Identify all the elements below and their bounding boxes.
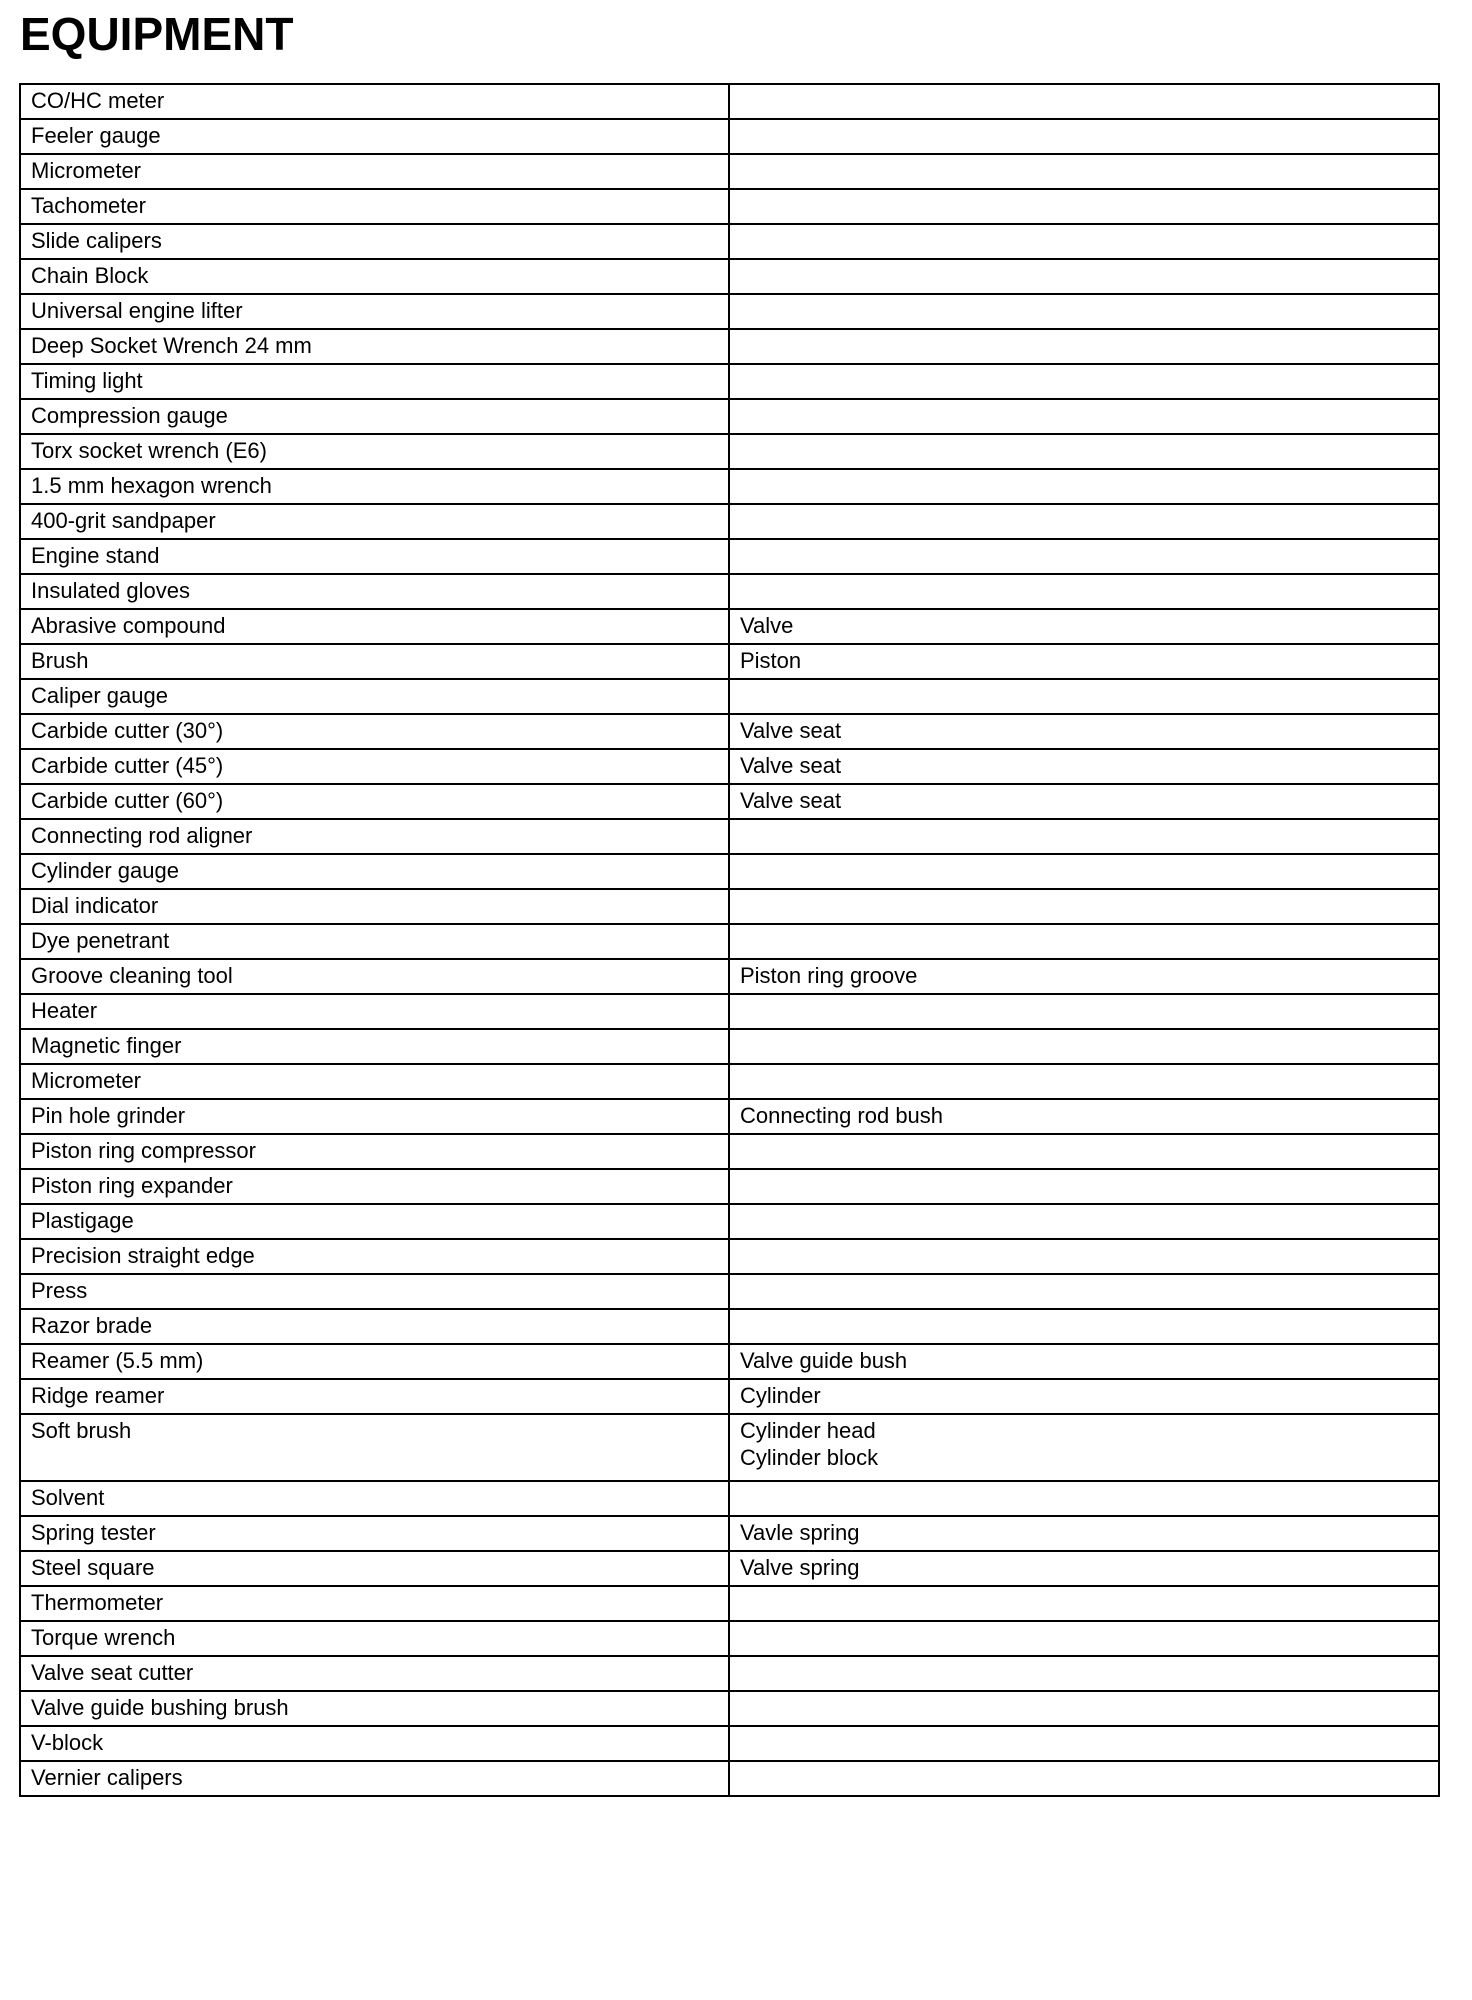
equipment-name-cell: Deep Socket Wrench 24 mm bbox=[20, 329, 729, 364]
application-cell: Valve bbox=[729, 609, 1439, 644]
table-row bbox=[20, 1309, 1439, 1344]
equipment-name-cell: Insulated gloves bbox=[20, 574, 729, 609]
table-row bbox=[20, 749, 1439, 784]
equipment-name-cell: Slide calipers bbox=[20, 224, 729, 259]
table-row bbox=[20, 84, 1439, 119]
equipment-name-cell: Chain Block bbox=[20, 259, 729, 294]
equipment-name-cell: Cylinder gauge bbox=[20, 854, 729, 889]
equipment-name-cell: 1.5 mm hexagon wrench bbox=[20, 469, 729, 504]
table-row bbox=[20, 259, 1439, 294]
table-row bbox=[20, 119, 1439, 154]
table-row bbox=[20, 1064, 1439, 1099]
equipment-name-cell: Engine stand bbox=[20, 539, 729, 574]
application-cell: Valve seat bbox=[729, 784, 1439, 819]
equipment-name-cell: Caliper gauge bbox=[20, 679, 729, 714]
application-cell bbox=[729, 994, 1439, 1029]
equipment-name-cell: Carbide cutter (30°) bbox=[20, 714, 729, 749]
equipment-name-cell: Compression gauge bbox=[20, 399, 729, 434]
application-cell bbox=[729, 924, 1439, 959]
table-row bbox=[20, 959, 1439, 994]
equipment-name-cell: Vernier calipers bbox=[20, 1761, 729, 1796]
equipment-name-cell: Torx socket wrench (E6) bbox=[20, 434, 729, 469]
application-cell bbox=[729, 504, 1439, 539]
table-row bbox=[20, 784, 1439, 819]
table-row bbox=[20, 1134, 1439, 1169]
equipment-name-cell: Pin hole grinder bbox=[20, 1099, 729, 1134]
equipment-table-body bbox=[20, 84, 1439, 1796]
equipment-name-cell: Micrometer bbox=[20, 154, 729, 189]
equipment-name-cell: Feeler gauge bbox=[20, 119, 729, 154]
table-row bbox=[20, 329, 1439, 364]
application-cell bbox=[729, 1481, 1439, 1516]
table-row bbox=[20, 1761, 1439, 1796]
table-row bbox=[20, 1379, 1439, 1414]
table-row bbox=[20, 1551, 1439, 1586]
application-cell bbox=[729, 1309, 1439, 1344]
table-row bbox=[20, 1029, 1439, 1064]
application-cell bbox=[729, 469, 1439, 504]
application-cell bbox=[729, 259, 1439, 294]
table-row bbox=[20, 294, 1439, 329]
table-row bbox=[20, 889, 1439, 924]
application-cell: Piston ring groove bbox=[729, 959, 1439, 994]
equipment-name-cell: Groove cleaning tool bbox=[20, 959, 729, 994]
table-row bbox=[20, 854, 1439, 889]
equipment-name-cell: Piston ring compressor bbox=[20, 1134, 729, 1169]
equipment-name-cell: Plastigage bbox=[20, 1204, 729, 1239]
table-row bbox=[20, 994, 1439, 1029]
application-cell: Valve guide bush bbox=[729, 1344, 1439, 1379]
application-cell bbox=[729, 399, 1439, 434]
application-cell bbox=[729, 1064, 1439, 1099]
table-row bbox=[20, 1169, 1439, 1204]
table-row bbox=[20, 609, 1439, 644]
table-row bbox=[20, 574, 1439, 609]
application-cell bbox=[729, 434, 1439, 469]
equipment-name-cell: Tachometer bbox=[20, 189, 729, 224]
application-cell bbox=[729, 1726, 1439, 1761]
application-cell bbox=[729, 224, 1439, 259]
table-row bbox=[20, 504, 1439, 539]
table-row bbox=[20, 1239, 1439, 1274]
application-cell bbox=[729, 189, 1439, 224]
application-cell: Vavle spring bbox=[729, 1516, 1439, 1551]
application-cell bbox=[729, 1169, 1439, 1204]
application-cell: Valve seat bbox=[729, 714, 1439, 749]
equipment-name-cell: Heater bbox=[20, 994, 729, 1029]
application-cell bbox=[729, 1621, 1439, 1656]
table-row bbox=[20, 1344, 1439, 1379]
table-row bbox=[20, 714, 1439, 749]
table-row bbox=[20, 1414, 1439, 1481]
application-cell bbox=[729, 889, 1439, 924]
table-row bbox=[20, 1204, 1439, 1239]
table-row bbox=[20, 1691, 1439, 1726]
equipment-name-cell: Brush bbox=[20, 644, 729, 679]
application-cell bbox=[729, 539, 1439, 574]
application-cell bbox=[729, 1239, 1439, 1274]
table-row bbox=[20, 679, 1439, 714]
equipment-name-cell: Connecting rod aligner bbox=[20, 819, 729, 854]
equipment-name-cell: Precision straight edge bbox=[20, 1239, 729, 1274]
application-cell bbox=[729, 294, 1439, 329]
equipment-name-cell: Press bbox=[20, 1274, 729, 1309]
application-cell bbox=[729, 364, 1439, 399]
table-row bbox=[20, 1726, 1439, 1761]
equipment-name-cell: Micrometer bbox=[20, 1064, 729, 1099]
application-cell: Valve spring bbox=[729, 1551, 1439, 1586]
table-row bbox=[20, 924, 1439, 959]
table-row bbox=[20, 1586, 1439, 1621]
application-cell bbox=[729, 329, 1439, 364]
equipment-name-cell: Dial indicator bbox=[20, 889, 729, 924]
equipment-name-cell: Solvent bbox=[20, 1481, 729, 1516]
application-cell bbox=[729, 854, 1439, 889]
table-row bbox=[20, 539, 1439, 574]
equipment-name-cell: Valve seat cutter bbox=[20, 1656, 729, 1691]
equipment-name-cell: V-block bbox=[20, 1726, 729, 1761]
table-row bbox=[20, 819, 1439, 854]
table-row bbox=[20, 1099, 1439, 1134]
equipment-name-cell: Universal engine lifter bbox=[20, 294, 729, 329]
equipment-name-cell: Carbide cutter (60°) bbox=[20, 784, 729, 819]
application-cell bbox=[729, 1274, 1439, 1309]
table-row bbox=[20, 224, 1439, 259]
application-cell bbox=[729, 1029, 1439, 1064]
table-row bbox=[20, 1656, 1439, 1691]
application-cell bbox=[729, 84, 1439, 119]
equipment-name-cell: Dye penetrant bbox=[20, 924, 729, 959]
equipment-name-cell: Ridge reamer bbox=[20, 1379, 729, 1414]
application-cell bbox=[729, 119, 1439, 154]
application-cell bbox=[729, 679, 1439, 714]
equipment-name-cell: Valve guide bushing brush bbox=[20, 1691, 729, 1726]
application-cell bbox=[729, 1656, 1439, 1691]
application-cell bbox=[729, 1204, 1439, 1239]
equipment-name-cell: Steel square bbox=[20, 1551, 729, 1586]
equipment-name-cell: Spring tester bbox=[20, 1516, 729, 1551]
application-cell bbox=[729, 819, 1439, 854]
equipment-name-cell: Torque wrench bbox=[20, 1621, 729, 1656]
application-cell bbox=[729, 1761, 1439, 1796]
application-cell: Connecting rod bush bbox=[729, 1099, 1439, 1134]
equipment-name-cell: Abrasive compound bbox=[20, 609, 729, 644]
application-cell: Cylinder head Cylinder block bbox=[729, 1414, 1439, 1481]
table-row bbox=[20, 189, 1439, 224]
equipment-name-cell: Piston ring expander bbox=[20, 1169, 729, 1204]
application-cell: Piston bbox=[729, 644, 1439, 679]
table-row bbox=[20, 469, 1439, 504]
equipment-name-cell: 400-grit sandpaper bbox=[20, 504, 729, 539]
table-row bbox=[20, 1274, 1439, 1309]
application-cell bbox=[729, 154, 1439, 189]
equipment-name-cell: Thermometer bbox=[20, 1586, 729, 1621]
equipment-table bbox=[19, 83, 1440, 1797]
table-row bbox=[20, 1481, 1439, 1516]
equipment-name-cell: Soft brush bbox=[20, 1414, 729, 1481]
application-cell: Valve seat bbox=[729, 749, 1439, 784]
equipment-name-cell: Magnetic finger bbox=[20, 1029, 729, 1064]
application-cell bbox=[729, 1691, 1439, 1726]
table-row bbox=[20, 1516, 1439, 1551]
application-cell bbox=[729, 574, 1439, 609]
table-row bbox=[20, 154, 1439, 189]
table-row bbox=[20, 364, 1439, 399]
equipment-name-cell: Carbide cutter (45°) bbox=[20, 749, 729, 784]
application-cell: Cylinder bbox=[729, 1379, 1439, 1414]
table-row bbox=[20, 1621, 1439, 1656]
equipment-name-cell: Timing light bbox=[20, 364, 729, 399]
table-row bbox=[20, 434, 1439, 469]
application-cell bbox=[729, 1134, 1439, 1169]
application-cell bbox=[729, 1586, 1439, 1621]
table-row bbox=[20, 399, 1439, 434]
equipment-name-cell: CO/HC meter bbox=[20, 84, 729, 119]
page-title: EQUIPMENT bbox=[20, 8, 294, 60]
table-row bbox=[20, 644, 1439, 679]
equipment-name-cell: Razor brade bbox=[20, 1309, 729, 1344]
equipment-name-cell: Reamer (5.5 mm) bbox=[20, 1344, 729, 1379]
